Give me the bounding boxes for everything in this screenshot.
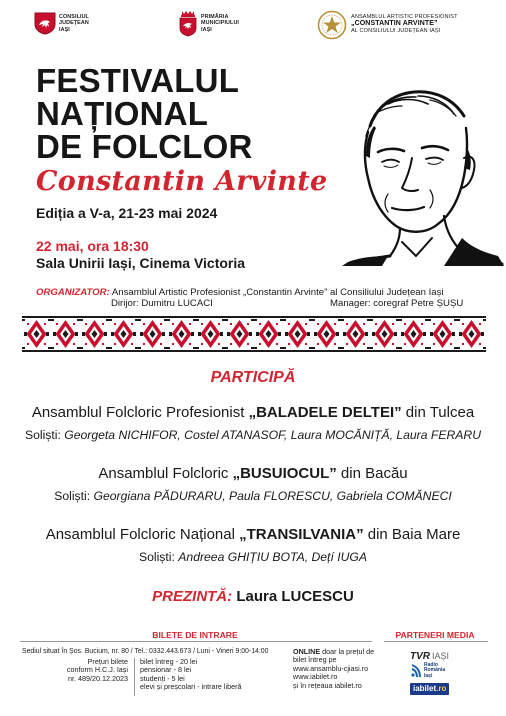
ensemble-1 [0, 404, 506, 421]
price-kids: elevi și preșcolari - intrare liberă [140, 682, 242, 692]
cj-line2: JUDEȚEAN [59, 20, 89, 27]
ensemble-1-suffix: din Tulcea [401, 404, 475, 421]
iabilet-text: iabilet [413, 684, 437, 693]
cj-line1: CONSILIUL [59, 14, 89, 20]
ensemble-3 [0, 526, 506, 543]
ensemble-3-name: „TRANSILVANIA” [239, 526, 364, 543]
tvr-text: TVR [410, 651, 430, 662]
manager-line: Manager: coregraf Petre ȘUȘU [330, 298, 464, 309]
radio-line1: Radio [424, 662, 438, 668]
pm-line1: PRIMĂRIA [201, 14, 229, 20]
title-line1: FESTIVALUL [36, 62, 240, 99]
prices-line3: nr. 489/20.12.2023 [68, 673, 128, 683]
ensemble-2-suffix: din Bacău [336, 465, 408, 482]
host-label: PREZINTĂ: [152, 588, 233, 605]
tickets-price-list [140, 658, 241, 692]
title-line2: NAȚIONAL [36, 95, 209, 132]
price-student: studenți - 5 lei [140, 673, 185, 683]
prices-vertical-divider [134, 658, 135, 696]
cj-iasi-crest-icon [34, 11, 56, 35]
ensemble-3-suffix: din Baia Mare [363, 526, 461, 543]
festival-title [36, 64, 252, 163]
event-venue: Sala Unirii Iași, Cinema Victoria [36, 255, 246, 271]
tvr-iasi-logo [410, 646, 450, 662]
radio-line2: România [424, 667, 446, 674]
portrait-sketch-image [318, 66, 504, 266]
ensemble-2 [0, 465, 506, 482]
ensemble-3-soloists [0, 550, 506, 564]
organizer-text: Ansamblul Artistic Profesionist „Constantin Arvinte” al Consiliului Județean Iași [111, 287, 444, 298]
partners-heading: PARTENERI MEDIA [395, 630, 475, 640]
pm-line2: MUNICIPIULUI [201, 20, 240, 27]
online-line2: bilet întreg pe [293, 655, 337, 665]
price-full: bilet întreg - 20 lei [140, 657, 198, 666]
radio-wave-icon [410, 664, 422, 678]
ensemble-2-prefix: Ansamblul Folcloric [98, 465, 233, 482]
online-site3: și în rețeaua iabilet.ro [293, 680, 362, 690]
ensemble-2-soloists [0, 489, 506, 503]
conductor-line: Dirijor: Dumitru LUCACI [111, 298, 213, 309]
online-site1[interactable]: www.ansamblu-cjiasi.ro [293, 663, 369, 673]
price-pension: pensionar - 8 lei [140, 665, 192, 675]
title-line3: DE FOLCLOR [36, 128, 253, 165]
online-site2[interactable]: www.iabilet.ro [293, 672, 338, 682]
cj-line3: IAȘI [59, 26, 70, 33]
edition-line: Ediția a V-a, 21-23 mai 2024 [36, 205, 218, 221]
online-rest: doar la prețul de [320, 647, 375, 656]
ensemble-3-sol-names: Andreea GHIȚIU BOTA, Dețí IUGA [178, 550, 368, 564]
pm-line3: IAȘI [201, 26, 212, 33]
ensemble-3-prefix: Ansamblul Folcloric Național [45, 526, 240, 543]
ensemble-2-sol-label: Soliști: [54, 489, 94, 503]
ensemble-3-sol-label: Soliști: [138, 550, 179, 564]
logo-consiliul-judetean [34, 11, 114, 35]
participants-heading: PARTICIPĂ [210, 369, 296, 386]
tickets-online [293, 648, 374, 690]
tickets-address: Sediul situat în Șos. Bucium, nr. 80 / Tel.: 0332.443.673 / Luni - Vineri 9:00-14:00 [22, 648, 269, 655]
ensemble-1-sol-names: Georgeta NICHIFOR, Costel ATANASOF, Laura MOCĂNIȚĂ, Laura FERARU [64, 428, 482, 442]
online-bold: ONLINE [293, 647, 321, 656]
tickets-heading: BILETE DE INTRARE [152, 630, 238, 640]
logo-primaria-iasi [178, 10, 258, 38]
host-line [0, 588, 506, 605]
ansamblu-emblem-icon [317, 10, 347, 40]
organizer-label: ORGANIZATOR: [36, 287, 110, 298]
festival-script-name: Constantin Arvinte [36, 166, 328, 197]
iabilet-tld: .ro [436, 684, 447, 693]
aa-line3: AL CONSILIULUI JUDEȚEAN IAȘI [351, 28, 441, 35]
tickets-prices-note [50, 658, 128, 683]
ensemble-1-sol-label: Soliști: [24, 428, 65, 442]
logo-ansamblul-arvinte [317, 10, 497, 42]
ensemble-2-name: „BUSUIOCUL” [232, 465, 337, 482]
prices-line2: conform H.C.J. Iași [66, 665, 128, 675]
event-datetime: 22 mai, ora 18:30 [36, 238, 149, 254]
radio-line3: Iași [424, 672, 433, 679]
organizer-line [36, 287, 444, 298]
aa-line2: „CONSTANTIN ARVINTE” [351, 20, 438, 28]
tvr-city: IAȘI [432, 651, 450, 661]
partners-divider [384, 641, 488, 642]
host-name: Laura LUCESCU [236, 588, 354, 605]
iabilet-logo [410, 683, 449, 695]
ensemble-1-prefix: Ansamblul Folcloric Profesionist [31, 404, 249, 421]
prices-line1: Prețuri bilete [87, 657, 128, 666]
primaria-crest-icon [178, 10, 198, 37]
aa-line1: ANSAMBLUL ARTISTIC PROFESIONIST [351, 14, 458, 20]
ensemble-2-sol-names: Georgiana PĂDURARU, Paula FLORESCU, Gabriela COMĂNECI [93, 489, 452, 503]
ensemble-1-soloists [0, 428, 506, 442]
folk-pattern-band [22, 316, 486, 352]
tickets-divider [20, 641, 372, 642]
ensemble-1-name: „BALADELE DELTEI” [248, 404, 402, 421]
